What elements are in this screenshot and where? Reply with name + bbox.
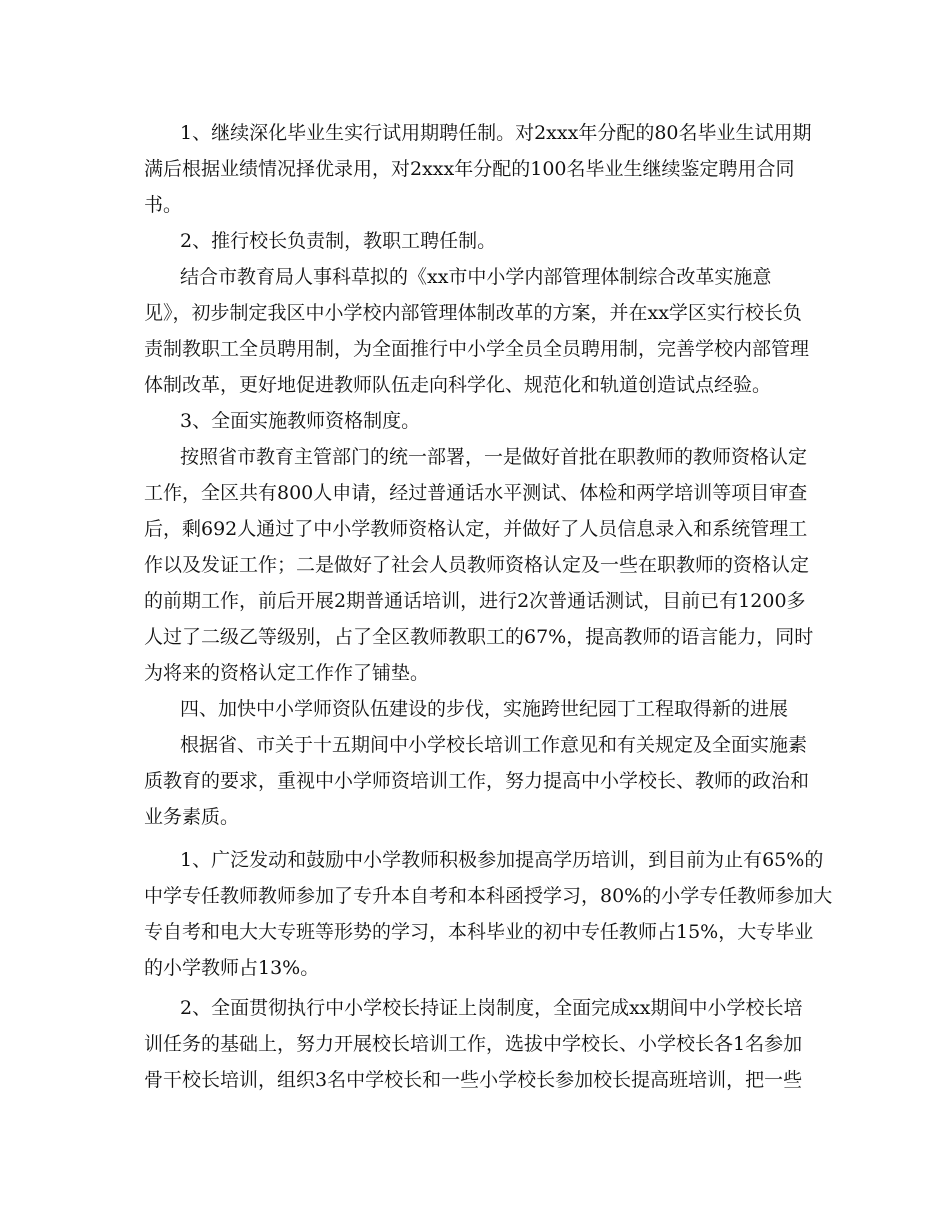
text-line: 中学专任教师教师参加了专升本自考和本科函授学习，80%的小学专任教师参加大: [144, 885, 833, 907]
section-heading: 四、加快中小学师资队伍建设的步伐，实施跨世纪园丁工程取得新的进展: [180, 698, 789, 720]
text-line: 质教育的要求，重视中小学师资培训工作，努力提高中小学校长、教师的政治和: [144, 770, 810, 792]
text-line: 人过了二级乙等级别，占了全区教师教职工的67%，提高教师的语言能力，同时: [144, 626, 814, 648]
text-line: 根据省、市关于十五期间中小学校长培训工作意见和有关规定及全面实施素: [180, 734, 808, 756]
text-line: 结合市教育局人事科草拟的《xx市中小学内部管理体制综合改革实施意: [180, 266, 772, 288]
text-line: 工作，全区共有800人申请，经过普通话水平测试、体检和两学培训等项目审查: [144, 482, 808, 504]
text-line: 3、全面实施教师资格制度。: [180, 410, 421, 432]
text-line: 书。: [144, 194, 183, 216]
text-line: 2、推行校长负责制，教职工聘任制。: [180, 230, 497, 252]
text-line: 按照省市教育主管部门的统一部署，一是做好首批在职教师的教师资格认定: [180, 446, 808, 468]
text-line: 专自考和电大大专班等形势的学习，本科毕业的初中专任教师占15%，大专毕业: [144, 921, 814, 943]
text-line: 的前期工作，前后开展2期普通话培训，进行2次普通话测试，目前已有1200多: [144, 590, 806, 612]
text-line: 满后根据业绩情况择优录用，对2xxx年分配的100名毕业生继续鉴定聘用合同: [144, 158, 795, 180]
text-line: 作以及发证工作；二是做好了社会人员教师资格认定及一些在职教师的资格认定: [144, 554, 810, 576]
text-line: 责制教职工全员聘用制，为全面推行中小学全员全员聘用制，完善学校内部管理: [144, 338, 810, 360]
text-line: 的小学教师占13%。: [144, 957, 320, 979]
text-line: 体制改革，更好地促进教师队伍走向科学化、规范化和轨道创造试点经验。: [144, 374, 772, 396]
text-line: 骨干校长培训，组织3名中学校长和一些小学校长参加校长提高班培训，把一些: [144, 1069, 803, 1091]
text-line: 训任务的基础上，努力开展校长培训工作，选拔中学校长、小学校长各1名参加: [144, 1033, 803, 1055]
text-line: 1、广泛发动和鼓励中小学教师积极参加提高学历培训，到目前为止有65%的: [180, 849, 824, 871]
text-line: 2、全面贯彻执行中小学校长持证上岗制度，全面完成xx期间中小学校长培: [180, 997, 803, 1019]
text-line: 业务素质。: [144, 806, 240, 828]
text-line: 为将来的资格认定工作作了铺垫。: [144, 662, 430, 684]
text-line: 1、继续深化毕业生实行试用期聘任制。对2xxx年分配的80名毕业生试用期: [180, 122, 812, 144]
text-line: 见》，初步制定我区中小学校内部管理体制改革的方案，并在xx学区实行校长负: [144, 302, 802, 324]
text-line: 后，剩692人通过了中小学教师资格认定，并做好了人员信息录入和系统管理工: [144, 518, 808, 540]
